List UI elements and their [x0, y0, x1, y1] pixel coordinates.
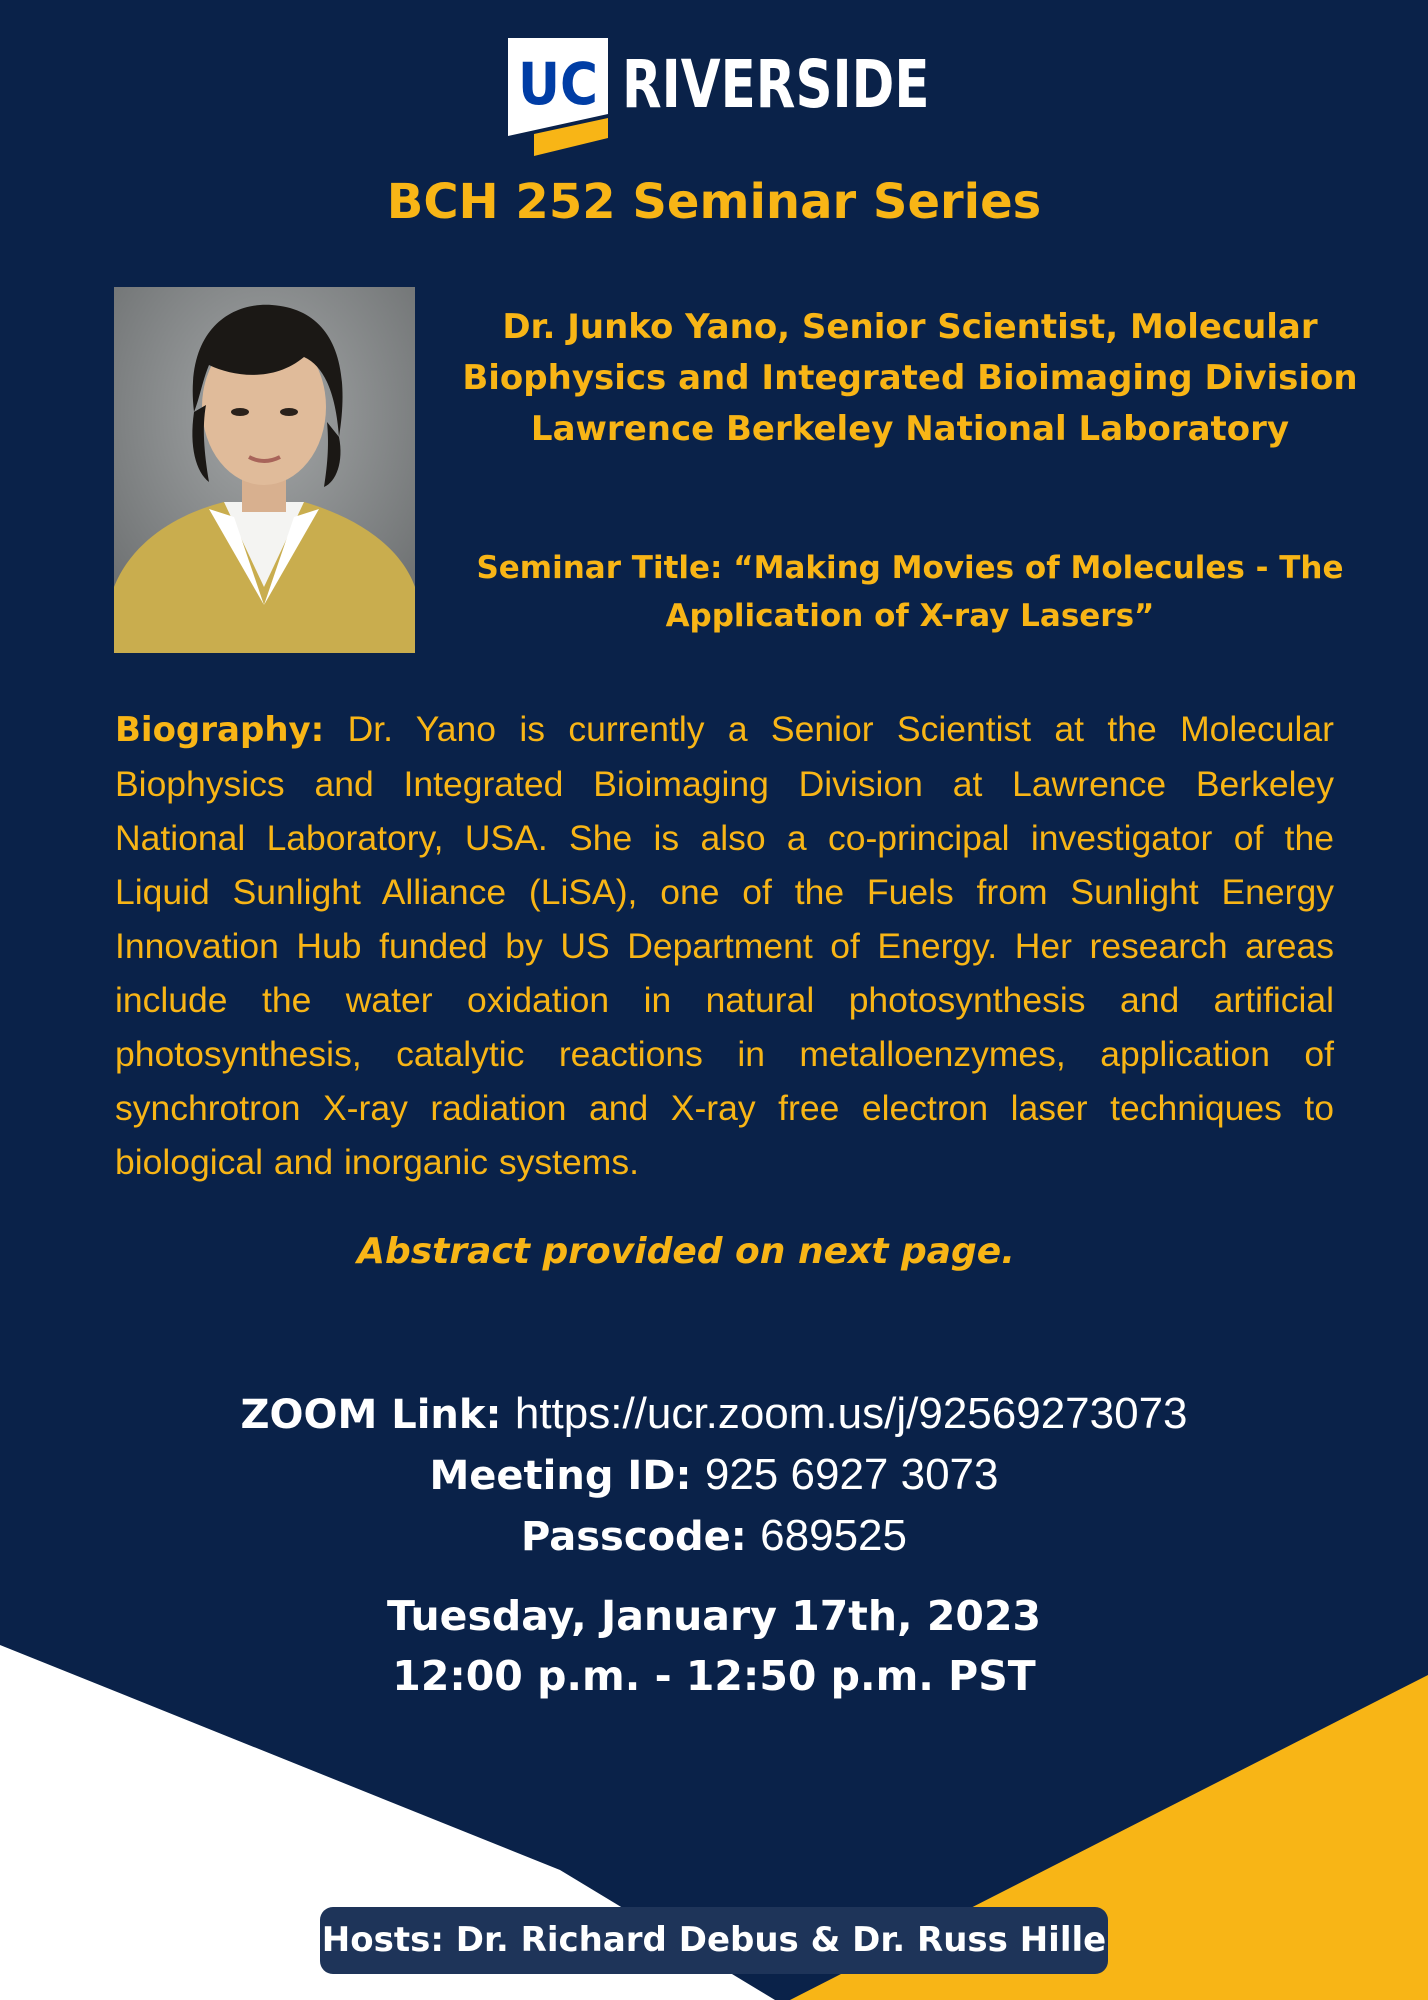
- passcode-label: Passcode:: [521, 1514, 747, 1560]
- abstract-note: Abstract provided on next page.: [357, 1231, 1015, 1272]
- event-date: Tuesday, January 17th, 2023: [387, 1592, 1041, 1640]
- uc-riverside-logo: [508, 38, 930, 156]
- hosts-badge: Hosts: Dr. Richard Debus & Dr. Russ Hille: [320, 1907, 1108, 1974]
- seminar-title-line-1: Seminar Title: “Making Movies of Molecules - The: [476, 550, 1344, 586]
- zoom-link-label: ZOOM Link:: [240, 1392, 502, 1438]
- speaker-division-line: Biophysics and Integrated Bioimaging Division: [462, 358, 1358, 398]
- event-datetime: [0, 1586, 1428, 1706]
- speaker-photo: [114, 287, 415, 653]
- meeting-id-label: Meeting ID:: [429, 1453, 692, 1499]
- biography-text: Dr. Yano is currently a Senior Scientist at the Molecular Biophysics and Integrated Bioimaging Division at Lawrence Berkeley National Laboratory, USA. She is also a co-principal investigator of the Liquid Sunlight Alliance (LiSA), one of the Fuels from Sunlight Energy Innovation Hub funded by US Department of Energy. Her research areas include the water oxidation in natural photosynthesis and artificial photosynthesis, catalytic reactions in metalloenzymes, application of synchrotron X-ray radiation and X-ray free electron laser techniques to biological and inorganic systems.: [115, 709, 1334, 1182]
- seminar-title: [460, 544, 1360, 640]
- meeting-id-row: [0, 1445, 1428, 1506]
- logo-riverside-text: RIVERSIDE: [622, 46, 930, 123]
- logo-uc-text: UC: [518, 50, 598, 118]
- series-title: BCH 252 Seminar Series: [386, 174, 1042, 230]
- biography-label: Biography:: [115, 710, 325, 750]
- event-time: 12:00 p.m. - 12:50 p.m. PST: [392, 1652, 1036, 1700]
- meeting-info: [0, 1384, 1428, 1567]
- seminar-title-line-2: Application of X-ray Lasers”: [665, 598, 1155, 634]
- uc-logo-mark: [508, 38, 612, 156]
- speaker-info: [460, 302, 1360, 455]
- meeting-id-value: 925 6927 3073: [704, 1450, 999, 1499]
- passcode-row: [0, 1506, 1428, 1567]
- biography: [115, 702, 1334, 1189]
- zoom-link-url[interactable]: https://ucr.zoom.us/j/92569273073: [514, 1389, 1188, 1438]
- passcode-value: 689525: [760, 1511, 907, 1560]
- speaker-institution-line: Lawrence Berkeley National Laboratory: [530, 409, 1290, 449]
- zoom-link-row: [0, 1384, 1428, 1445]
- speaker-name-line: Dr. Junko Yano, Senior Scientist, Molecular: [502, 307, 1318, 347]
